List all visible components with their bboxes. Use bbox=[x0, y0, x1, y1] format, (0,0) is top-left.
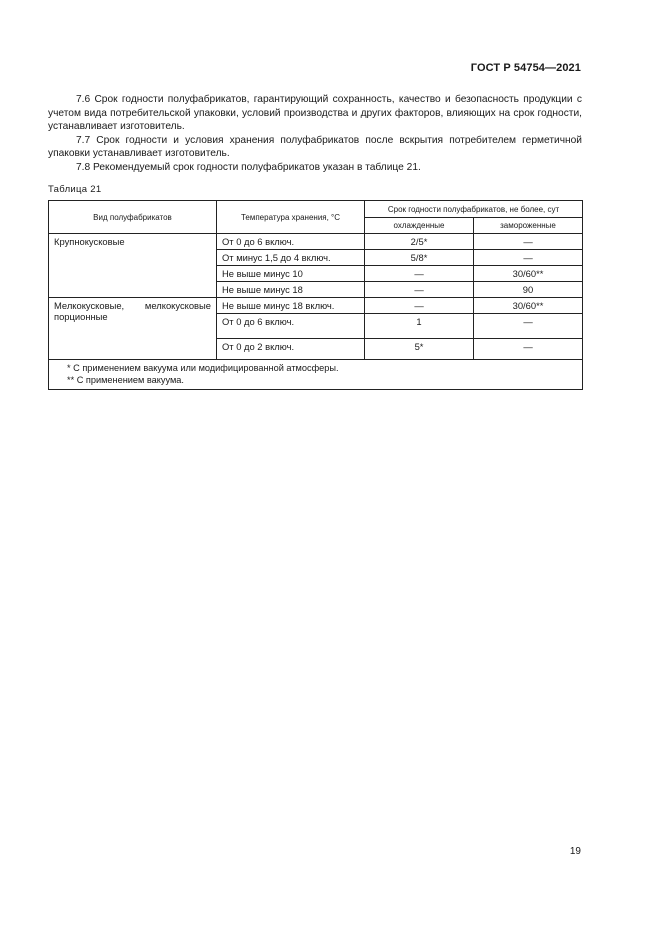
frozen-cell: — bbox=[474, 314, 583, 339]
table-notes bbox=[49, 360, 583, 390]
paragraph-7-7: 7.7 Срок годности и условия хранения полуфабрикатов после вскрытия потребителем герметичной упаковки устанавливает изготовитель. bbox=[48, 134, 582, 159]
chilled-cell: — bbox=[365, 266, 474, 282]
header-shelf-life: Срок годности полуфабрикатов, не более, сут bbox=[365, 201, 583, 218]
chilled-cell: 5/8* bbox=[365, 250, 474, 266]
header-type: Вид полуфабрикатов bbox=[49, 201, 217, 234]
chilled-cell: — bbox=[365, 298, 474, 314]
temp-cell: От 0 до 6 включ. bbox=[217, 234, 365, 250]
note-2: ** С применением вакуума. bbox=[67, 374, 184, 385]
frozen-cell: — bbox=[474, 339, 583, 360]
shelf-life-table bbox=[48, 200, 583, 390]
paragraph-7-8: 7.8 Рекомендуемый срок годности полуфабрикатов указан в таблице 21. bbox=[76, 161, 421, 173]
header-temperature: Температура хранения, °С bbox=[217, 201, 365, 234]
frozen-cell: 30/60** bbox=[474, 298, 583, 314]
chilled-cell: — bbox=[365, 282, 474, 298]
chilled-cell: 2/5* bbox=[365, 234, 474, 250]
chilled-cell: 1 bbox=[365, 314, 474, 339]
temp-cell: От минус 1,5 до 4 включ. bbox=[217, 250, 365, 266]
header-frozen: замороженные bbox=[474, 218, 583, 234]
temp-cell: От 0 до 6 включ. bbox=[217, 314, 365, 339]
table-row bbox=[49, 234, 583, 250]
frozen-cell: 30/60** bbox=[474, 266, 583, 282]
paragraph-7-6: 7.6 Срок годности полуфабрикатов, гарантирующий сохранность, качество и безопасность продукции с учетом вида потребительской упаковки, условий производства и других факторов, влияющих на срок годности, устанавливает изготовитель. bbox=[48, 94, 582, 132]
frozen-cell: 90 bbox=[474, 282, 583, 298]
chilled-cell: 5* bbox=[365, 339, 474, 360]
page-content bbox=[48, 93, 582, 390]
temp-cell: Не выше минус 10 bbox=[217, 266, 365, 282]
temp-cell: От 0 до 2 включ. bbox=[217, 339, 365, 360]
notes-cell bbox=[49, 360, 583, 390]
frozen-cell: — bbox=[474, 234, 583, 250]
temp-cell: Не выше минус 18 bbox=[217, 282, 365, 298]
note-1: * С применением вакуума или модифицированной атмосферы. bbox=[67, 363, 339, 373]
group-name: Крупнокусковые bbox=[49, 234, 217, 298]
document-code: ГОСТ Р 54754—2021 bbox=[470, 62, 581, 74]
header-chilled: охлажденные bbox=[365, 218, 474, 234]
group-name: Мелкокусковые, мелкокусковые порционные bbox=[49, 298, 217, 360]
table-caption: Таблица 21 bbox=[48, 184, 102, 195]
table-row bbox=[49, 298, 583, 314]
page-number: 19 bbox=[569, 846, 581, 857]
temp-cell: Не выше минус 18 включ. bbox=[217, 298, 365, 314]
frozen-cell: — bbox=[474, 250, 583, 266]
